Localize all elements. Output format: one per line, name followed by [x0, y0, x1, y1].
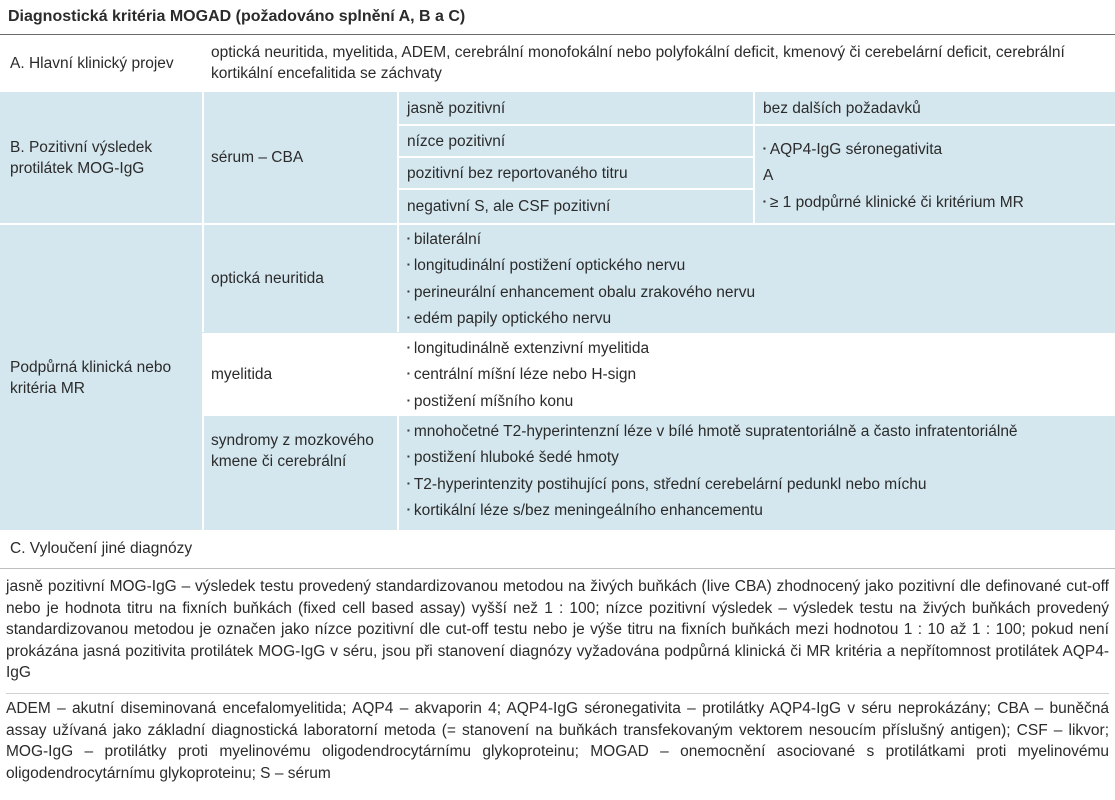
row-support — [0, 225, 1115, 530]
table-title: Diagnostická kritéria MOGAD (požadováno splnění A, B a C) — [8, 8, 466, 25]
row-a-label: A. Hlavní klinický projev — [10, 54, 174, 72]
list-item: ▪ T2-hyperintenzity postihující pons, střední cerebelární pedunkl nebo míchu — [407, 471, 1115, 498]
row-support-label: Podpůrná klinická nebo kritéria MR — [0, 225, 202, 530]
row-a-text: optická neuritida, myelitida, ADEM, cerebrální monofokální nebo polyfokální deficit, kmenový či cerebelární deficit, cerebrální kortikální encefalitida se záchvaty — [211, 44, 1065, 82]
list-item: ▪ longitudinálně extenzivní myelitida — [407, 335, 1115, 362]
table-bottom-rule — [0, 568, 1115, 569]
result-csf-positive: negativní S, ale CSF pozitivní — [407, 198, 611, 215]
req-and: A — [763, 167, 774, 185]
group-optic-items — [399, 225, 1115, 332]
list-item: ▪ postižení míšního konu — [407, 388, 1115, 415]
list-item: ▪ bilaterální — [407, 226, 1115, 253]
group-brainstem-items — [399, 416, 1115, 530]
notes-divider — [6, 693, 1109, 694]
row-b-sample: sérum – CBA — [211, 149, 304, 166]
group-myelitis-items — [399, 334, 1115, 414]
row-a — [0, 36, 1115, 90]
list-item: ▪ longitudinální postižení optického nervu — [407, 253, 1115, 280]
req-none: bez dalších požadavků — [763, 99, 921, 117]
list-item: ▪ perineurální enhancement obalu zrakového nervu — [407, 279, 1115, 306]
footnote-definitions: jasně pozitivní MOG-IgG – výsledek testu provedený standardizovanou metodou na živých buňkách (live CBA) zhodnocený jako pozitivní dle definované cut-off nebo je hodnota titru na fixních buňkách (fixed cell based assay) vyšší než 1 : 100; nízce pozitivní výsledek – výsledek testu na živých buňkách provedený standardizovanou metodou je označen jako nízce pozitivní dle cut-off testu nebo je výše titru na fixních buňkách mezi hodnotou 1 : 10 až 1 : 100; pokud není prokázána jasná pozitivita protilátek MOG-IgG v séru, jsou při stanovení diagnózy vyžadována podpůrná klinická či MR kritéria a nepřítomnost protilátek AQP4-IgG — [6, 578, 1109, 681]
list-item: ▪ centrální míšní léze nebo H-sign — [407, 362, 1115, 389]
group-optic-name: optická neuritida — [204, 225, 397, 332]
list-item: ▪ mnohočetné T2-hyperintenzní léze v bílé hmotě supratentoriálně a často infratentoriálně — [407, 418, 1115, 445]
group-myelitis-name: myelitida — [211, 365, 273, 383]
row-b-label: B. Pozitivní výsledek protilátek MOG-IgG — [10, 138, 153, 177]
title-divider — [0, 34, 1115, 35]
list-item: ▪ edém papily optického nervu — [407, 306, 1115, 333]
row-b — [0, 92, 1115, 223]
result-low-positive: nízce pozitivní — [407, 132, 506, 150]
list-item: ▪ kortikální léze s/bez meningeálního enhancementu — [407, 498, 1115, 525]
req-bullet-mr: ▪ ≥ 1 podpůrné klinické či kritérium MR — [763, 193, 1024, 211]
req-bullet-aqp4: ▪ AQP4-IgG séronegativita — [763, 140, 943, 158]
row-c — [0, 530, 1115, 566]
result-clear-positive: jasně pozitivní — [407, 99, 506, 117]
list-item: ▪ postižení hluboké šedé hmoty — [407, 445, 1115, 472]
row-c-label: C. Vyloučení jiné diagnózy — [10, 539, 193, 557]
req-additional — [763, 136, 1108, 216]
footnote-abbreviations: ADEM – akutní diseminovaná encefalomyelitida; AQP4 – akvaporin 4; AQP4-IgG séronegativita – protilátky AQP4-IgG v séru neprokázány; CBA – buněčná assay užívaná jako základní diagnostická laboratorní metoda (= stanovení na buňkách transfekovaným vektorem nesoucím příslušný antigen); CSF – likvor; MOG-IgG – protilátky proti myelinovému oligodendrocytárnímu glykoproteinu; MOGAD – onemocnění asociované s protilátkami proti myelinovému oligodendrocytárnímu glykoproteinu; S – sérum — [6, 700, 1109, 782]
group-brainstem-name: syndromy z mozkového kmene či cerebrální — [204, 416, 397, 530]
result-positive-no-titer: pozitivní bez reportovaného titru — [407, 164, 628, 182]
